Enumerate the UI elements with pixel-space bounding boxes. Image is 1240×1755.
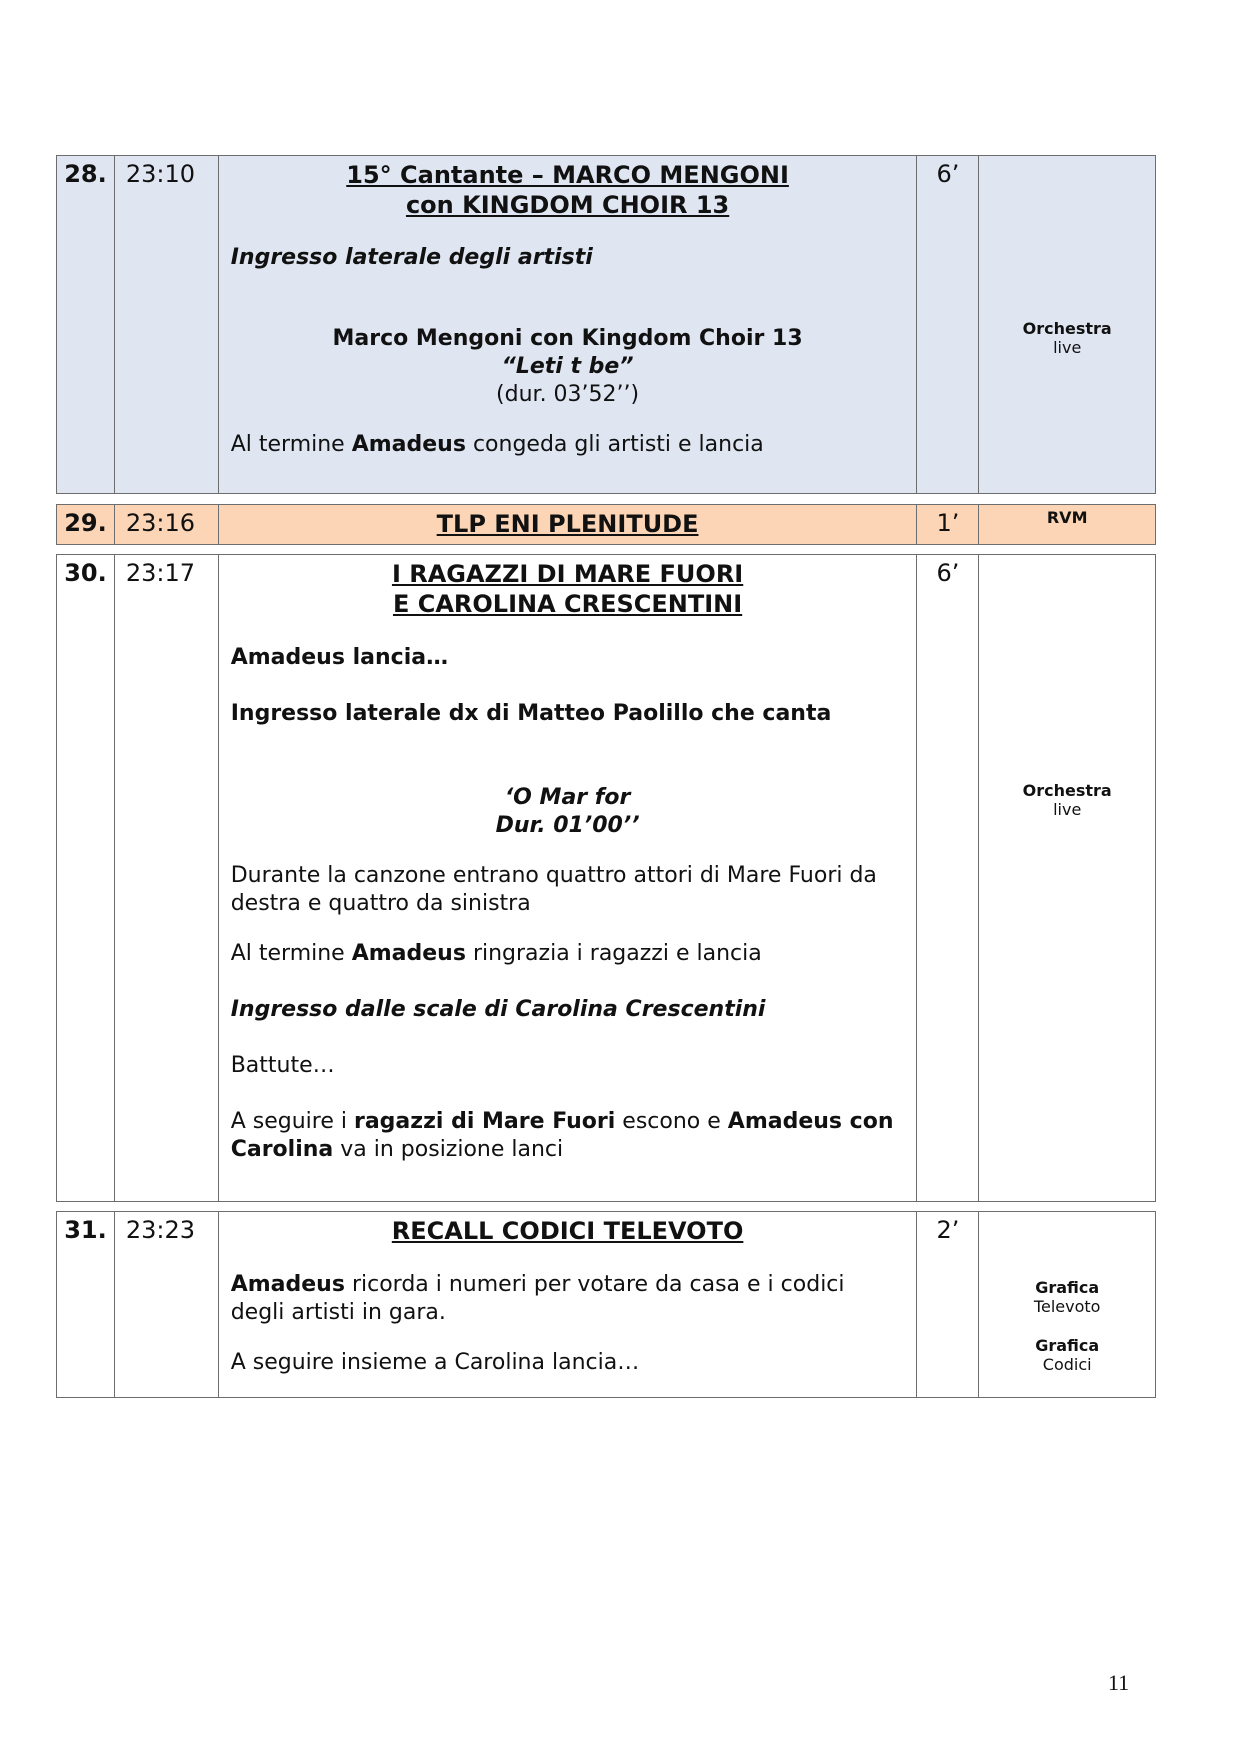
row-number: 29.	[57, 505, 115, 544]
song-duration: (dur. 03’52’’)	[496, 382, 640, 407]
row-time: 23:23	[115, 1212, 219, 1397]
paragraph: Battute…	[230, 1053, 335, 1078]
paragraph: Al termine Amadeus ringrazia i ragazzi e lancia	[230, 941, 762, 966]
row-title-line2: E CAROLINA CRESCENTINI	[392, 590, 743, 618]
row-content	[219, 555, 918, 1201]
row-title-line2: con KINGDOM CHOIR 13	[405, 191, 730, 219]
row-title: I RAGAZZI DI MARE FUORI	[391, 560, 744, 588]
note-sub: live	[1053, 800, 1082, 819]
paragraph: Ingresso dalle scale di Carolina Crescentini	[230, 997, 766, 1022]
row-notes	[979, 156, 1155, 493]
row-notes	[979, 555, 1155, 1201]
paragraph: Durante la canzone entrano quattro attori di Mare Fuori da destra e quattro da sinistra	[230, 863, 877, 916]
row-duration: 6’	[917, 156, 979, 493]
note-label: Orchestra	[1022, 781, 1112, 800]
row-30	[56, 554, 1156, 1202]
song-title: “Leti t be”	[501, 354, 634, 379]
note-sub: Codici	[1042, 1355, 1092, 1374]
paragraph: Amadeus lancia…	[230, 645, 449, 670]
row-time: 23:17	[115, 555, 219, 1201]
song-title: ‘O Mar for	[504, 785, 631, 810]
note-sub: Televoto	[1033, 1297, 1101, 1316]
closing-text: Al termine Amadeus congeda gli artisti e lancia	[230, 432, 764, 457]
note-label: Grafica	[1035, 1278, 1100, 1297]
row-duration: 6’	[917, 555, 979, 1201]
row-title: 15° Cantante – MARCO MENGONI	[346, 161, 789, 189]
song-performer: Marco Mengoni con Kingdom Choir 13	[332, 326, 803, 351]
paragraph: Amadeus ricorda i numeri per votare da casa e i codici degli artisti in gara.	[230, 1272, 845, 1325]
paragraph: Ingresso laterale dx di Matteo Paolillo che canta	[230, 701, 832, 726]
row-29	[56, 504, 1156, 545]
page-number: 11	[1108, 1670, 1130, 1695]
note-sub: live	[1053, 338, 1082, 357]
row-time: 23:16	[115, 505, 219, 544]
entry-text: Ingresso laterale degli artisti	[230, 245, 593, 270]
note-label: Orchestra	[1022, 319, 1112, 338]
song-duration: Dur. 01’00’’	[495, 813, 640, 838]
row-content	[219, 505, 918, 544]
row-duration: 1’	[917, 505, 979, 544]
paragraph: A seguire insieme a Carolina lancia…	[230, 1350, 640, 1375]
row-content	[219, 156, 918, 493]
row-time: 23:10	[115, 156, 219, 493]
note-label: Grafica	[1035, 1336, 1100, 1355]
row-31	[56, 1211, 1156, 1398]
note-label: RVM	[1046, 508, 1088, 527]
row-title: TLP ENI PLENITUDE	[436, 510, 699, 538]
row-28	[56, 155, 1156, 494]
row-notes	[979, 1212, 1155, 1397]
paragraph: A seguire i ragazzi di Mare Fuori escono e Amadeus con Carolina va in posizione lanci	[230, 1109, 894, 1162]
row-number: 28.	[57, 156, 115, 493]
row-title: RECALL CODICI TELEVOTO	[391, 1217, 744, 1245]
row-duration: 2’	[917, 1212, 979, 1397]
row-notes	[979, 505, 1155, 544]
row-number: 30.	[57, 555, 115, 1201]
row-content	[219, 1212, 918, 1397]
row-number: 31.	[57, 1212, 115, 1397]
